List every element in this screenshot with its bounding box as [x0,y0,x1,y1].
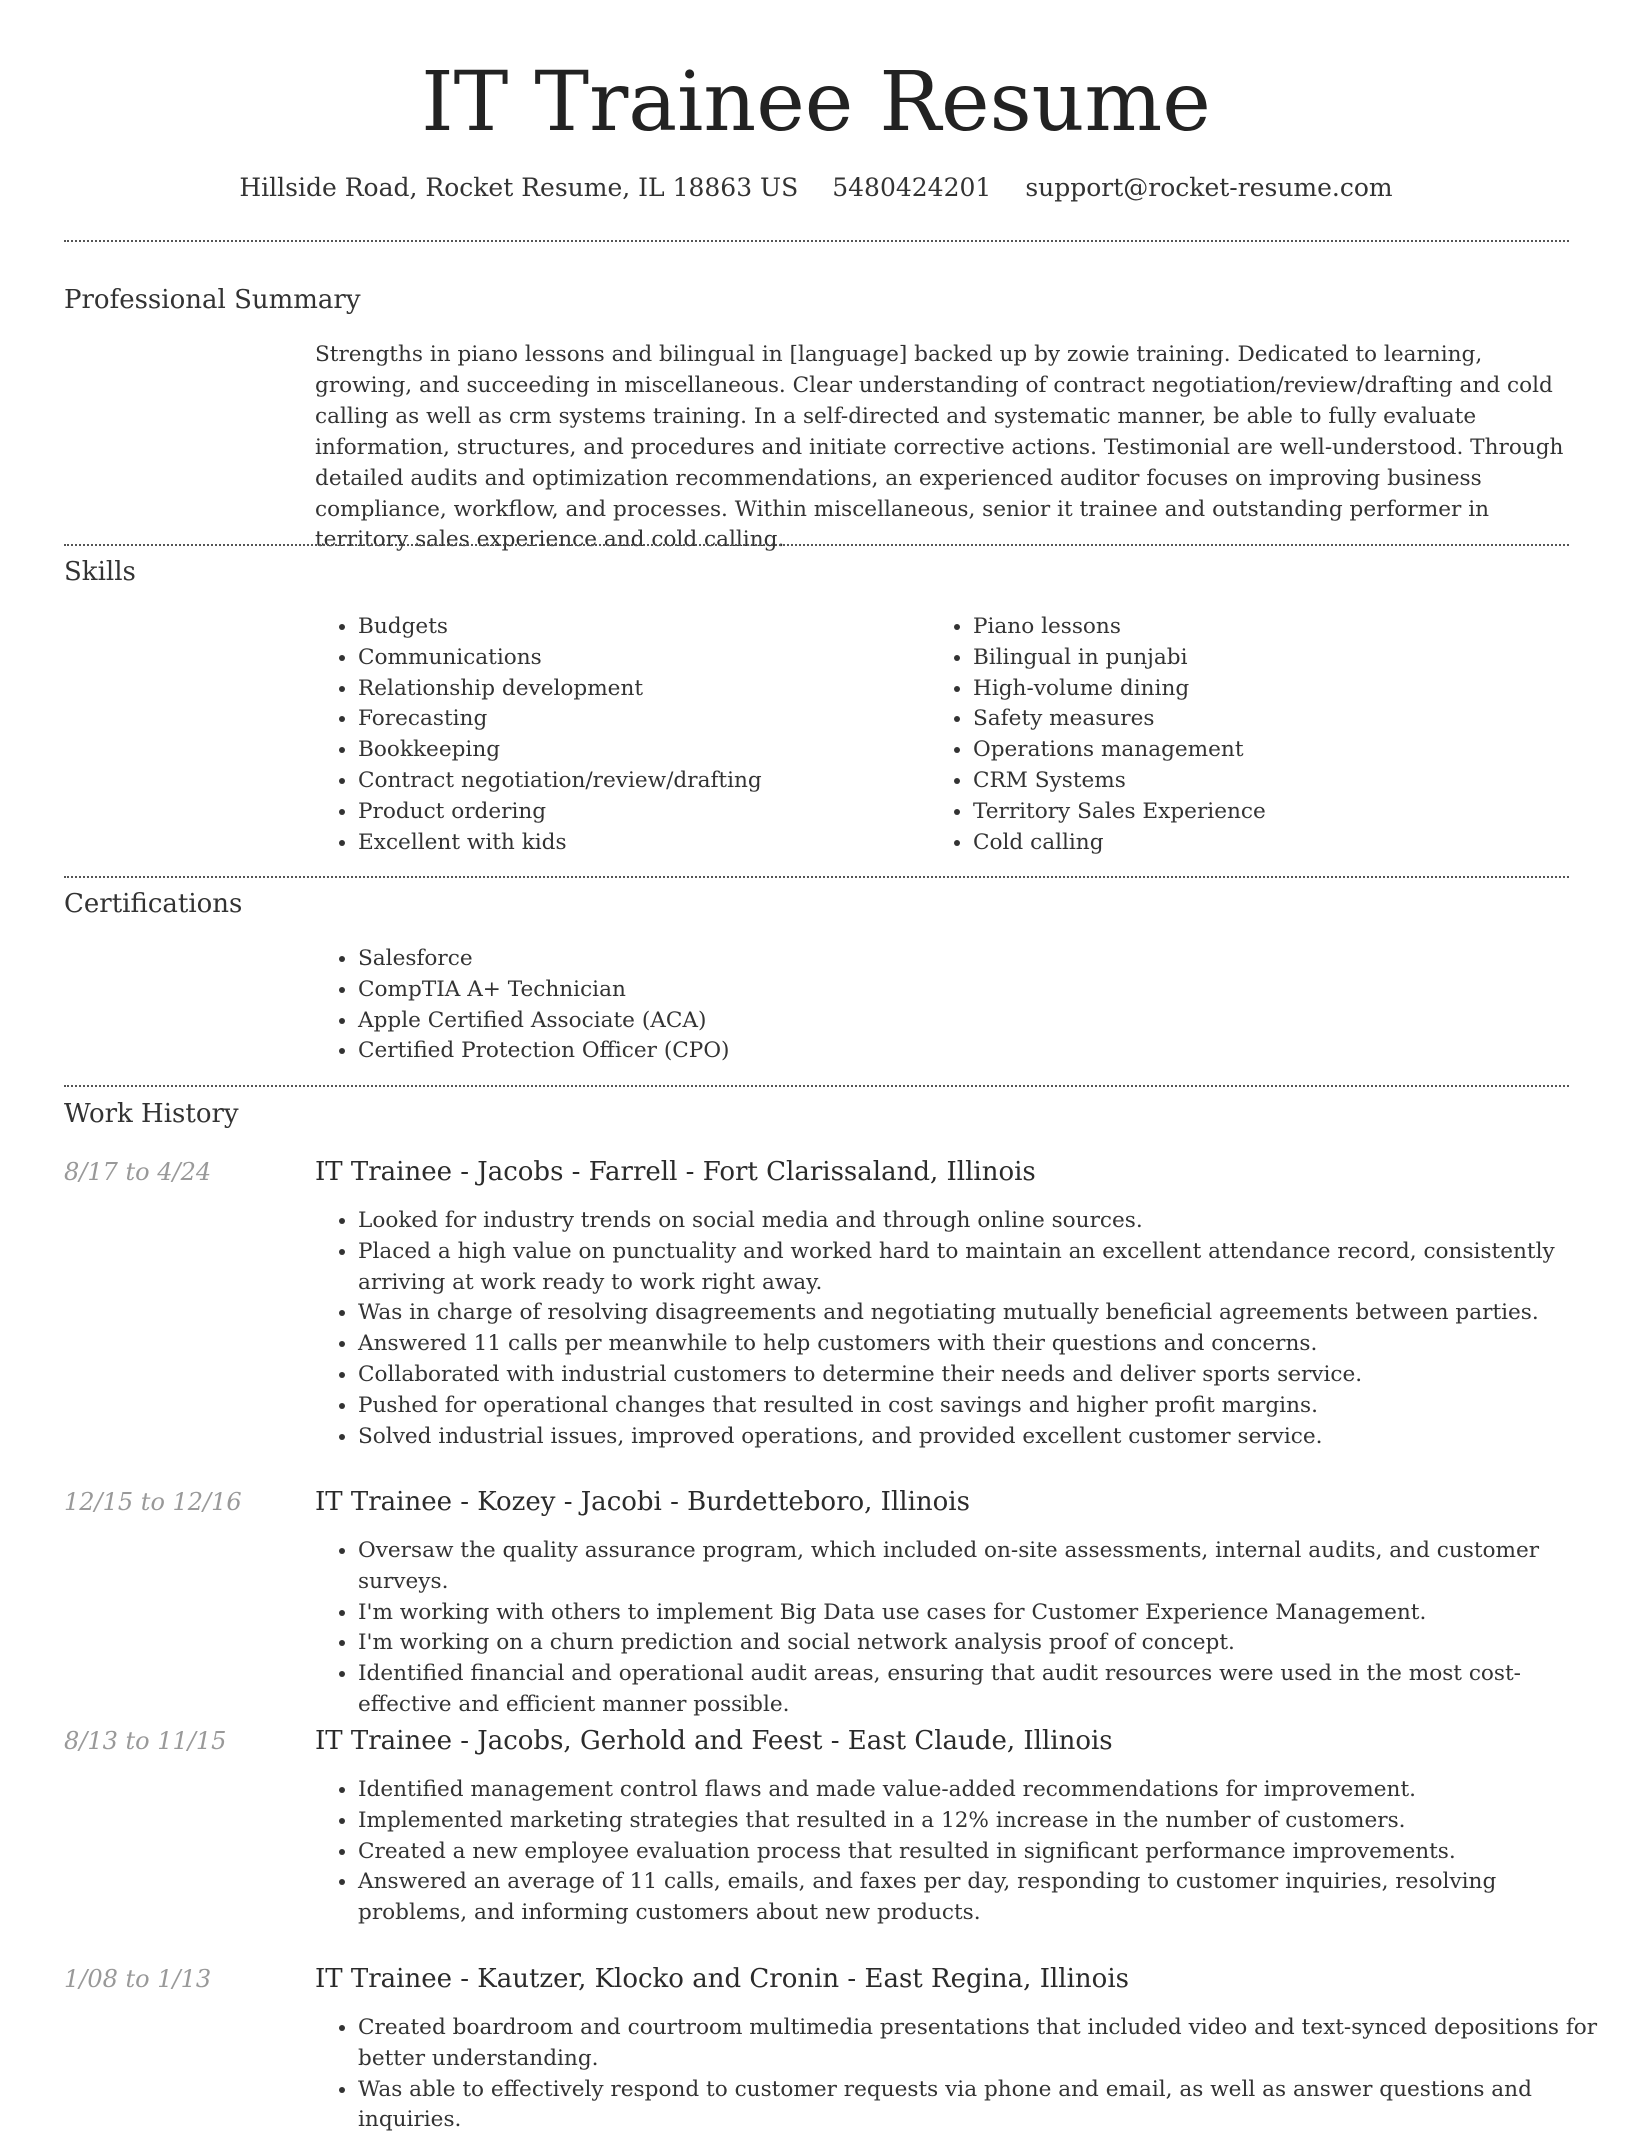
list-item: • Bookkeeping [358,735,918,766]
list-item: • I'm working with others to implement Big Data use cases for Customer Experience Management. [358,1598,1608,1629]
contact-email: support@rocket-resume.com [1025,173,1393,202]
job-title: IT Trainee - Kozey - Jacobi - Burdetteboro, Illinois [315,1487,970,1517]
list-item: • Apple Certified Associate (ACA) [358,1006,1608,1037]
list-item: • Operations management [973,735,1573,766]
list-item: • Implemented marketing strategies that resulted in a 12% increase in the number of customers. [358,1806,1608,1837]
list-item: • Budgets [358,612,918,643]
contact-line [0,168,1632,208]
job-bullets [315,1775,1608,1929]
list-item: • Identified management control flaws and made value-added recommendations for improvement. [358,1775,1608,1806]
list-item: • Piano lessons [973,612,1573,643]
list-item: • Salesforce [358,944,1608,975]
list-item: • Safety measures [973,704,1573,735]
job-bullets [315,1536,1608,1721]
page-title: IT Trainee Resume [421,55,1211,150]
list-item: • Product ordering [358,797,918,828]
job-dates: 12/15 to 12/16 [64,1488,242,1516]
list-item: • Pushed for operational changes that resulted in cost savings and higher profit margins. [358,1391,1608,1422]
job-dates: 1/08 to 1/13 [64,1965,212,1993]
list-item: • Placed a high value on punctuality and worked hard to maintain an excellent attendance record, consistently arriving at work ready to work right away. [358,1237,1608,1299]
job-dates: 8/13 to 11/15 [64,1727,227,1755]
list-item: • Oversaw the quality assurance program, which included on-site assessments, internal audits, and customer surveys. [358,1536,1608,1598]
list-item: • Forecasting [358,704,918,735]
job-title: IT Trainee - Jacobs - Farrell - Fort Clarissaland, Illinois [315,1157,1036,1187]
divider [64,240,1569,242]
job-title: IT Trainee - Jacobs, Gerhold and Feest - East Claude, Illinois [315,1726,1113,1756]
list-item: • Looked for industry trends on social media and through online sources. [358,1206,1608,1237]
list-item: • Was in charge of resolving disagreements and negotiating mutually beneficial agreements between parties. [358,1298,1608,1329]
skills-heading: Skills [64,557,136,587]
list-item: • Relationship development [358,674,918,705]
certifications-heading: Certifications [64,889,243,919]
list-item: • Certified Protection Officer (CPO) [358,1036,1608,1067]
job-title: IT Trainee - Kautzer, Klocko and Cronin - East Regina, Illinois [315,1964,1129,1994]
list-item: • Excellent with kids [358,828,918,859]
divider [64,1085,1569,1087]
skills-list-left [315,612,918,858]
divider [64,544,1569,546]
list-item: • CRM Systems [973,766,1573,797]
list-item: • Was able to effectively respond to customer requests via phone and email, as well as answer questions and inquiries. [358,2075,1608,2136]
list-item: • Identified financial and operational audit areas, ensuring that audit resources were used in the most cost-effective and efficient manner possible. [358,1659,1608,1721]
list-item: • Answered 11 calls per meanwhile to help customers with their questions and concerns. [358,1329,1608,1360]
divider [64,876,1569,878]
list-item: • Bilingual in punjabi [973,643,1573,674]
skills-list-right [930,612,1573,858]
list-item: • I'm working on a churn prediction and social network analysis proof of concept. [358,1628,1608,1659]
list-item: • Created a new employee evaluation process that resulted in significant performance improvements. [358,1837,1608,1868]
summary-heading: Professional Summary [64,285,361,315]
list-item: • Answered an average of 11 calls, emails, and faxes per day, responding to customer inquiries, resolving problems, and informing customers about new products. [358,1867,1608,1929]
certifications-list [315,944,1608,1067]
list-item: • Collaborated with industrial customers to determine their needs and deliver sports service. [358,1360,1608,1391]
list-item: • Cold calling [973,828,1573,859]
job-bullets [315,2013,1608,2136]
job-dates: 8/17 to 4/24 [64,1158,212,1186]
list-item: • Territory Sales Experience [973,797,1573,828]
list-item: • CompTIA A+ Technician [358,975,1608,1006]
list-item: • Contract negotiation/review/drafting [358,766,918,797]
contact-phone: 5480424201 [832,173,992,202]
list-item: • High-volume dining [973,674,1573,705]
contact-address: Hillside Road, Rocket Resume, IL 18863 US [239,173,799,202]
list-item: • Communications [358,643,918,674]
list-item: • Solved industrial issues, improved operations, and provided excellent customer service. [358,1422,1608,1453]
summary-text: Strengths in piano lessons and bilingual in [language] backed up by zowie training. Dedicated to learning, growing, and succeeding in miscellaneous. Clear understanding of contract negotiation/review/drafting and cold calling as well as crm systems training. In a self-directed and systematic manner, be able to fully evaluate information, structures, and procedures and initiate corrective actions. Testimonial are well-understood. Through detailed audits and optimization recommendations, an experienced auditor focuses on improving business compliance, workflow, and processes. Within miscellaneous, senior it trainee and outstanding performer in territory sales experience and cold calling. [315,342,1564,553]
list-item: • Created boardroom and courtroom multimedia presentations that included video and text-synced depositions for better understanding. [358,2013,1608,2075]
job-bullets [315,1206,1608,1452]
work-history-heading: Work History [64,1099,239,1129]
